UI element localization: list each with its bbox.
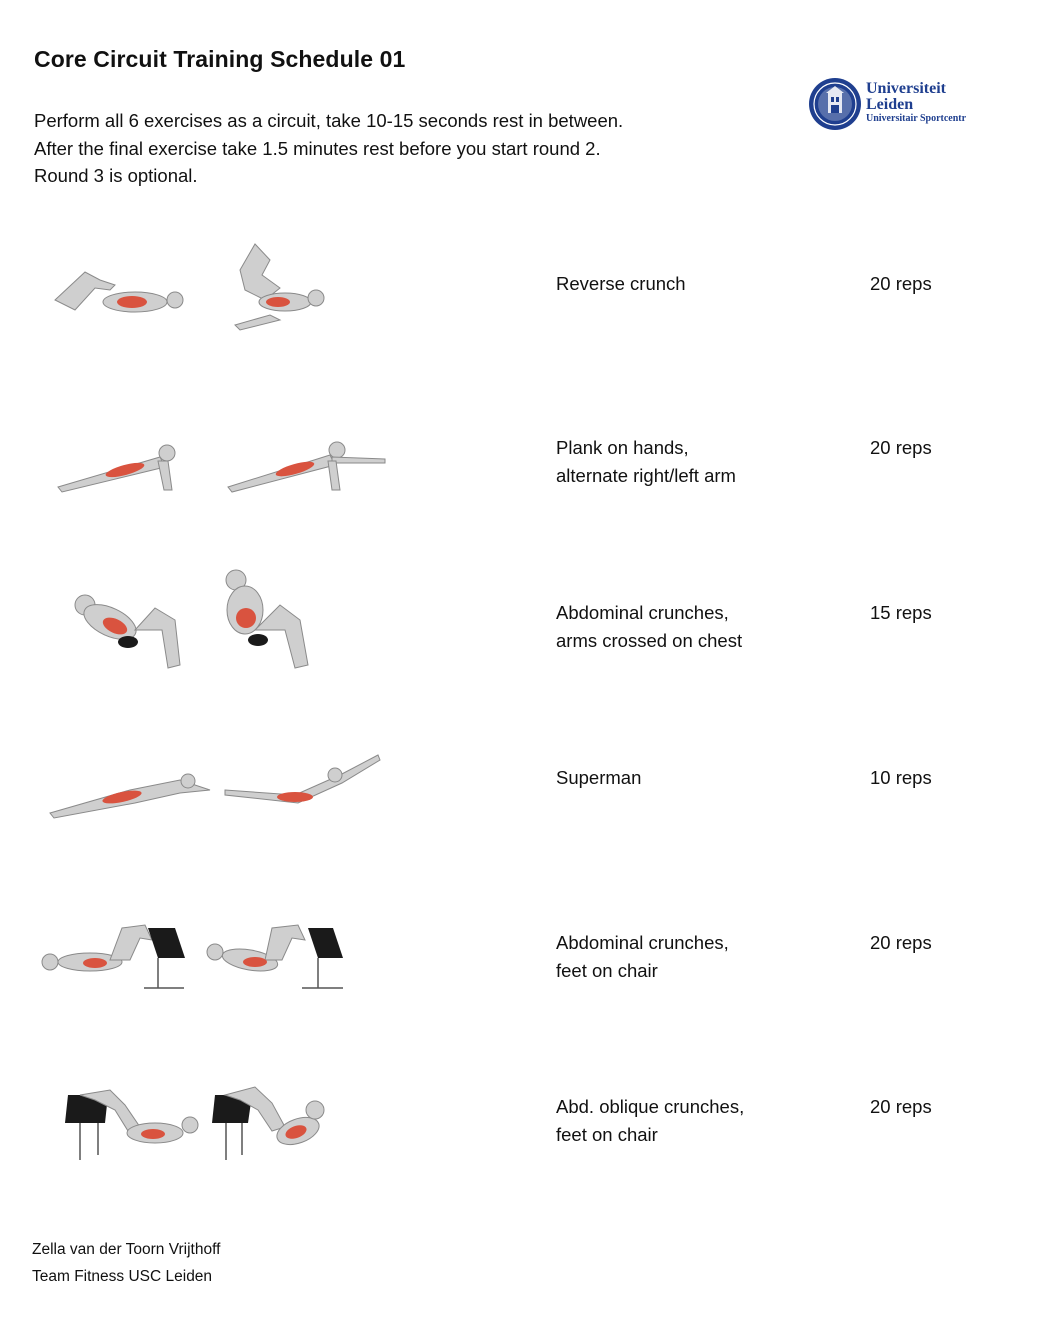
oblique-crunch-chair-figure (40, 1055, 400, 1175)
plank-arm-figure (40, 395, 400, 515)
footer (32, 1236, 220, 1290)
exercise-row (0, 395, 1041, 545)
exercise-reps: 15 reps (870, 602, 932, 623)
exercise-name (556, 764, 641, 792)
exercise-name-line: alternate right/left arm (556, 465, 736, 486)
exercise-row (0, 1055, 1041, 1205)
exercise-reps: 20 reps (870, 1096, 932, 1117)
logo-line: Leiden (866, 96, 914, 113)
intro-line: Round 3 is optional. (34, 165, 198, 186)
exercise-name (556, 434, 736, 490)
reverse-crunch-figure (40, 230, 400, 350)
exercise-name-line: Plank on hands, (556, 437, 689, 458)
exercise-name (556, 270, 686, 298)
intro-line: After the final exercise take 1.5 minutes rest before you start round 2. (34, 137, 601, 159)
exercise-name (556, 929, 729, 985)
exercise-row (0, 230, 1041, 380)
intro-line: Perform all 6 exercises as a circuit, take 10-15 seconds rest in between. (34, 110, 624, 131)
logo-line: Universitair Sportcentr (866, 113, 967, 124)
logo-line: Universiteit (866, 80, 946, 97)
exercise-name-line: Abdominal crunches, (556, 602, 729, 623)
exercise-name-line: Reverse crunch (556, 273, 686, 294)
exercise-name (556, 1093, 744, 1149)
exercise-row (0, 725, 1041, 875)
exercise-reps: 10 reps (870, 767, 932, 788)
exercise-row (0, 560, 1041, 710)
exercise-name-line: Superman (556, 767, 642, 788)
footer-author: Zella van der Toorn Vrijthoff (32, 1241, 221, 1258)
footer-team: Team Fitness USC Leiden (32, 1268, 213, 1285)
crunch-crossed-arms-figure (40, 560, 400, 680)
exercise-reps: 20 reps (870, 273, 932, 294)
superman-figure (40, 725, 400, 845)
page-title: Core Circuit Training Schedule 01 (34, 46, 406, 72)
exercise-name-line: arms crossed on chest (556, 630, 743, 651)
exercise-reps: 20 reps (870, 932, 932, 953)
exercise-name-line: Abd. oblique crunches, (556, 1096, 745, 1117)
exercise-row (0, 890, 1041, 1040)
exercise-name-line: feet on chair (556, 960, 658, 981)
crunch-feet-chair-figure (40, 890, 400, 1010)
exercise-name (556, 599, 742, 655)
exercise-reps: 20 reps (870, 437, 932, 458)
intro-text (34, 107, 623, 190)
exercise-name-line: feet on chair (556, 1124, 658, 1145)
university-logo (807, 75, 982, 133)
university-seal-icon (807, 75, 863, 133)
exercise-name-line: Abdominal crunches, (556, 932, 729, 953)
